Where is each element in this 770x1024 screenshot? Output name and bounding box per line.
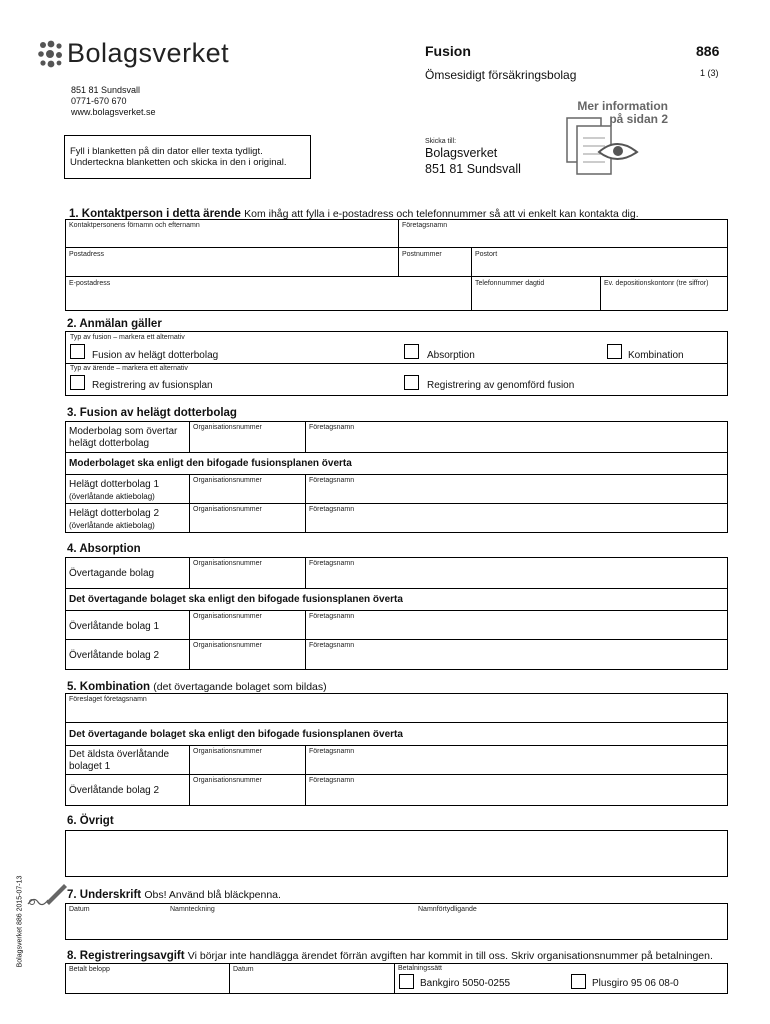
subsidiary-2-label [69,508,159,532]
company-name-field[interactable]: Företagsnamn [402,222,448,229]
oldest-orgnr-field[interactable]: Organisationsnummer [193,748,262,755]
deposit-account-field[interactable]: Ev. depositionskontonr (tre siffror) [604,280,709,287]
combination-statement: Det övertagande bolaget ska enligt den bifogade fusionsplanen överta [69,729,403,740]
fusion-subsidiary-label: Fusion av helägt dotterbolag [92,350,219,361]
combo-transfer-2-label: Överlåtande bolag 2 [69,785,160,796]
instruction-text [70,146,287,168]
taking-company-field[interactable]: Företagsnamn [309,560,355,567]
section-3-title: 3. Fusion av helägt dotterbolag [67,407,237,419]
parent-company-field[interactable]: Företagsnamn [309,424,355,431]
other-info-field[interactable] [65,830,728,877]
absorption-checkbox[interactable] [404,344,419,359]
transfer-2-orgnr-field[interactable]: Organisationsnummer [193,642,262,649]
signature-date-field[interactable]: Datum [69,906,90,913]
section-5-title [67,681,327,693]
form-number: 886 [696,43,720,59]
bankgiro-checkbox[interactable] [399,974,414,989]
section-2-title: 2. Anmälan gäller [67,318,162,330]
logo-text: Bolagsverket [67,38,230,68]
transfer-2-label: Överlåtande bolag 2 [69,650,160,661]
plusgiro-label: Plusgiro 95 06 08-0 [592,978,679,989]
parent-orgnr-field[interactable]: Organisationsnummer [193,424,262,431]
city-field[interactable]: Postort [475,251,498,258]
oldest-company-label [69,749,169,773]
fusion-type-label: Typ av fusion – markera ett alternativ [70,334,185,341]
logo-dots-icon [37,40,65,70]
section-7-heading: 7. Underskrift [67,889,142,901]
more-info-line2: på sidan 2 [609,112,668,126]
combo-transfer-2-company-field[interactable]: Företagsnamn [309,777,355,784]
side-revision-text: Bolagsverket 886 2015-07-13 [16,875,24,968]
paid-amount-field[interactable]: Betalt belopp [69,966,110,973]
signature-field[interactable]: Namnteckning [170,906,215,913]
subsidiary-2-note: (överlåtande aktiebolag) [69,521,155,530]
transfer-1-company-field[interactable]: Företagsnamn [309,613,355,620]
combination-checkbox[interactable] [607,344,622,359]
section-7-note: Obs! Använd blå bläckpenna. [144,889,281,901]
register-plan-checkbox[interactable] [70,375,85,390]
combo-transfer-2-orgnr-field[interactable]: Organisationsnummer [193,777,262,784]
transfer-1-orgnr-field[interactable]: Organisationsnummer [193,613,262,620]
case-type-label: Typ av ärende – markera ett alternativ [70,365,188,372]
page-number: 1 (3) [700,68,719,78]
send-to-address [425,145,521,177]
register-plan-label: Registrering av fusionsplan [92,380,213,391]
proposed-name-field[interactable]: Föreslaget företagsnamn [69,696,147,703]
oldest-company-line2: bolaget 1 [69,761,111,772]
subsidiary-1-label [69,479,159,503]
instruction-line1: Fyll i blanketten på din dator eller texta tydligt. [70,146,263,157]
subsidiary-1-company-field[interactable]: Företagsnamn [309,477,355,484]
pen-icon [24,880,68,910]
contact-name-field[interactable]: Kontaktpersonens förnamn och efternamn [69,222,200,229]
document-eye-icon [565,116,645,176]
parent-company-line2: helägt dotterbolag [69,438,150,449]
parent-company-label [69,426,177,450]
subsidiary-1-note: (överlåtande aktiebolag) [69,492,155,501]
section-8-heading: 8. Registreringsavgift [67,950,185,962]
bankgiro-label: Bankgiro 5050-0255 [420,978,511,989]
register-completed-label: Registrering av genomförd fusion [427,380,575,391]
register-completed-checkbox[interactable] [404,375,419,390]
section-8-title [67,950,713,962]
combination-label: Kombination [628,350,684,361]
parent-statement: Moderbolaget ska enligt den bifogade fusionsplanen överta [69,458,352,469]
section-4-title: 4. Absorption [67,543,141,555]
absorption-statement: Det övertagande bolaget ska enligt den bifogade fusionsplanen överta [69,594,403,605]
address-line: 851 81 Sundsvall [71,85,141,95]
section-1-heading: 1. Kontaktperson i detta ärende [69,208,241,220]
parent-company-line1: Moderbolag som övertar [69,426,178,437]
section-5-heading: 5. Kombination [67,681,151,693]
section-7-title [67,889,281,901]
form-title: Fusion [425,43,471,59]
payment-date-field[interactable]: Datum [233,966,254,973]
more-info-line1: Mer information [577,99,668,113]
oldest-company-line1: Det äldsta överlåtande [69,749,170,760]
send-to-name: Bolagsverket [425,146,498,160]
fusion-subsidiary-checkbox[interactable] [70,344,85,359]
section-6-title: 6. Övrigt [67,815,114,827]
send-to-city: 851 81 Sundsvall [425,162,521,176]
phone-field[interactable]: Telefonnummer dagtid [475,280,545,287]
instruction-line2: Underteckna blanketten och skicka in den i original. [70,157,287,168]
oldest-company-field[interactable]: Företagsnamn [309,748,355,755]
send-to-label: Skicka till: [425,138,457,145]
phone-line: 0771-670 670 [71,96,127,106]
subsidiary-2-name: Helägt dotterbolag 2 [69,508,160,519]
taking-company-label: Övertagande bolag [69,568,155,579]
form-subtitle: Ömsesidigt försäkringsbolag [425,68,577,82]
plusgiro-checkbox[interactable] [571,974,586,989]
name-clarification-field[interactable]: Namnförtydligande [418,906,477,913]
subsidiary-1-name: Helägt dotterbolag 1 [69,479,160,490]
payment-method-label: Betalningssätt [398,965,442,972]
postal-address-field[interactable]: Postadress [69,251,105,258]
taking-orgnr-field[interactable]: Organisationsnummer [193,560,262,567]
section-5-note: (det övertagande bolaget som bildas) [153,681,327,693]
address-block [71,85,156,118]
more-info [560,100,670,180]
logo [37,38,237,72]
section-1-note: Kom ihåg att fylla i e-postadress och telefonnummer så att vi enkelt kan kontakta dig. [244,208,639,220]
subsidiary-2-company-field[interactable]: Företagsnamn [309,506,355,513]
email-field[interactable]: E-postadress [69,280,111,287]
website-line: www.bolagsverket.se [71,107,156,117]
transfer-1-label: Överlåtande bolag 1 [69,621,160,632]
subsidiary-1-orgnr-field[interactable]: Organisationsnummer [193,477,262,484]
postal-number-field[interactable]: Postnummer [402,251,442,258]
subsidiary-2-orgnr-field[interactable]: Organisationsnummer [193,506,262,513]
absorption-label: Absorption [427,350,475,361]
transfer-2-company-field[interactable]: Företagsnamn [309,642,355,649]
section-8-note: Vi börjar inte handlägga ärendet förrän avgiften har kommit in till oss. Skriv organisationsnummer på betalningen. [187,950,713,962]
